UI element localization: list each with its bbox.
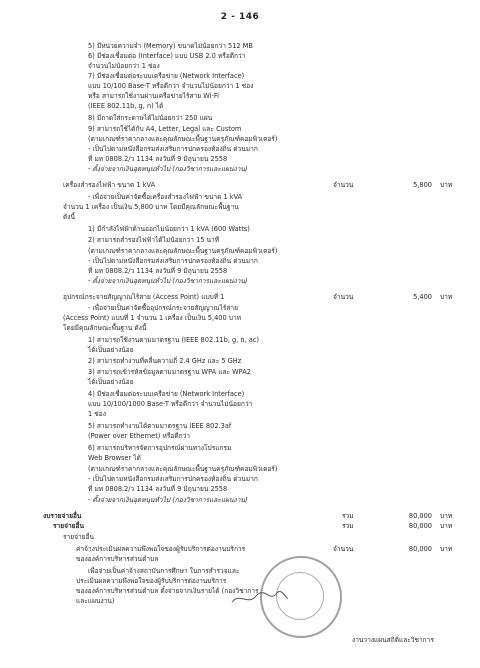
detail-line: ดังนี้: [63, 213, 76, 221]
detail-line: 1) สามารถใช้งานตามมาตรฐาน (IEEE 802.11b, g, n, ac): [88, 336, 259, 344]
detail-line: แบบ 10/100/1000 Base-T หรือดีกว่า จำนวนไม่น้อยกว่า: [88, 400, 253, 408]
detail-line: ประเมินผลความพึงพอใจของผู้รับบริการต่องานบริการ: [76, 577, 227, 585]
detail-line: (ตามเกณฑ์ราคากลางและคุณลักษณะพื้นฐานครุภัณฑ์คอมพิวเตอร์): [88, 247, 278, 255]
summary-unit: บาท: [440, 512, 453, 520]
footer-department: งานวางแผนสถิติและวิชาการ: [352, 636, 434, 644]
detail-line: - เพื่อจ่ายเป็นค่าจัดซื้อเครื่องสำรองไฟฟ้า ขนาด 1 kVA: [88, 193, 243, 201]
detail-line: Web Browser ได้: [88, 454, 141, 462]
spec-line: 8) มีถาดใส่กระดาษได้ไม่น้อยกว่า 250 แผ่น: [88, 114, 213, 122]
detail-line: - เพื่อจ่ายเป็นค่าจัดซื้ออุปกรณ์กระจายสัญญาณไร้สาย: [88, 304, 238, 312]
detail-line: 1 ช่อง: [88, 410, 106, 418]
item-unit: บาท: [440, 293, 453, 301]
detail-line: 2) สามารถสำรองไฟฟ้าได้ไม่น้อยกว่า 15 นาที: [88, 236, 220, 244]
item-title: อุปกรณ์กระจายสัญญาณไร้สาย (Access Point) แบบที่ 1: [63, 293, 225, 301]
detail-line: 6) สามารถบริหารจัดการอุปกรณ์ผ่านทางโปรแกรม: [88, 444, 232, 452]
summary-label: รายจ่ายอื่น: [53, 522, 85, 530]
spec-line: 5) มีหน่วยความจำ (Memory) ขนาดไม่น้อยกว่า 512 MB: [88, 42, 253, 50]
detail-line: ได้เป็นอย่างน้อย: [88, 346, 134, 354]
item-title: เครื่องสำรองไฟฟ้า ขนาด 1 kVA: [63, 181, 156, 189]
detail-line: - เป็นไปตามหนังสือกรมส่งเสริมการปกครองท้องถิ่น ด่วนมาก: [88, 257, 258, 265]
detail-line: - เป็นไปตามหนังสือกรมส่งเสริมการปกครองท้องถิ่น ด่วนมาก: [88, 475, 258, 483]
detail-line: เพื่อจ่ายเป็นค่าจ้างสถาบันการศึกษา ในการสำรวจและ: [88, 567, 240, 575]
detail-line: และแผนงาน): [76, 597, 115, 605]
spec-line: - เป็นไปตามหนังสือกรมส่งเสริมการปกครองท้องถิ่น ด่วนมาก: [88, 145, 258, 153]
detail-line: (Power over Ethernet) หรือดีกว่า: [88, 432, 191, 440]
detail-line: 4) มีช่องเชื่อมต่อระบบเครือข่าย (Network Interface): [88, 390, 245, 398]
item-title: ค่าจ้างประเมินผลความพึงพอใจของผู้รับบริการต่องานบริการ: [76, 545, 246, 553]
item-title: ขององค์การบริหารส่วนตำบล: [76, 555, 159, 563]
detail-line: (ตามเกณฑ์ราคากลางและคุณลักษณะพื้นฐานครุภัณฑ์คอมพิวเตอร์): [88, 465, 278, 473]
spec-line: 7) มีช่องเชื่อมต่อระบบเครือข่าย (Network Interface): [88, 72, 245, 80]
spec-line: - ตั้งจ่ายจากเงินอุดหนุนทั่วไป (กองวิชาการและแผนงาน): [88, 165, 248, 173]
item-qty: จำนวน: [333, 181, 354, 189]
signature-mark: [230, 588, 290, 608]
detail-line: 2) สามารถทำงานที่คลื่นความถี่ 2.4 GHz และ 5 GHz: [88, 357, 242, 365]
item-unit: บาท: [440, 545, 453, 553]
spec-line: ที่ มท 0808.2/ว 1134 ลงวันที่ 9 มิถุนายน 2558: [88, 155, 228, 163]
detail-line: ที่ มท 0808.2/ว 1134 ลงวันที่ 9 มิถุนายน 2558: [88, 485, 228, 493]
item-amount: 80,000: [408, 545, 432, 553]
spec-line: จำนวนไม่น้อยกว่า 1 ช่อง: [88, 62, 160, 70]
spec-line: 9) สามารถใช้ได้กับ A4, Letter, Legal และ Custom: [88, 125, 242, 133]
detail-line: ได้เป็นอย่างน้อย: [88, 378, 134, 386]
spec-line: (IEEE 802.11b, g, n) ได้: [88, 102, 164, 110]
summary-amount: 80,000: [408, 522, 432, 530]
detail-line: จำนวน 1 เครื่อง เป็นเงิน 5,800 บาท โดยมีคุณลักษณะพื้นฐาน: [63, 203, 239, 211]
page-number: 2 - 146: [220, 12, 260, 22]
spec-line: (ตามเกณฑ์ราคากลางและคุณลักษณะพื้นฐานครุภัณฑ์คอมพิวเตอร์): [88, 135, 278, 143]
item-qty: จำนวน: [333, 293, 354, 301]
spec-line: หรือ สามารถใช้งานผ่านเครือข่ายไร้สาย Wi-Fi: [88, 92, 219, 100]
detail-line: ขององค์การบริหารส่วนตำบล ตั้งจ่ายจากเงินรายได้ (กองวิชาการ: [76, 587, 259, 595]
summary-label: รายจ่ายอื่น: [63, 533, 95, 541]
item-amount: 5,400: [413, 293, 432, 301]
detail-line: - ตั้งจ่ายจากเงินอุดหนุนทั่วไป (กองวิชาการและแผนงาน): [88, 277, 248, 285]
detail-line: โดยมีคุณลักษณะพื้นฐาน ดังนี้: [63, 324, 147, 332]
summary-kind: รวม: [342, 512, 354, 520]
summary-kind: รวม: [342, 522, 354, 530]
spec-line: แบบ 10/100 Base-T หรือดีกว่า จำนวนไม่น้อยกว่า 1 ช่อง: [88, 82, 254, 90]
detail-line: - ตั้งจ่ายจากเงินอุดหนุนทั่วไป (กองวิชาการและแผนงาน): [88, 496, 248, 504]
item-amount: 5,800: [413, 181, 432, 189]
summary-amount: 80,000: [408, 512, 432, 520]
detail-line: (Access Point) แบบที่ 1 จำนวน 1 เครื่อง เป็นเงิน 5,400 บาท: [63, 314, 242, 322]
summary-label: งบรายจ่ายอื่น: [43, 512, 82, 520]
detail-line: 3) สามารถเข้ารหัสข้อมูลตามมาตรฐาน WPA และ WPA2: [88, 368, 251, 376]
item-qty: จำนวน: [333, 545, 354, 553]
spec-line: 6) มีช่องเชื่อมต่อ (Interface) แบบ USB 2.0 หรือดีกว่า: [88, 52, 246, 60]
detail-line: 1) มีกำลังไฟฟ้าด้านออกไม่น้อยกว่า 1 kVA (600 Watts): [88, 225, 250, 233]
item-unit: บาท: [440, 181, 453, 189]
detail-line: 5) สามารถทำงานได้ตามมาตรฐาน IEEE 802.3af: [88, 422, 232, 430]
detail-line: ที่ มท 0808.2/ว 1134 ลงวันที่ 9 มิถุนายน 2558: [88, 267, 228, 275]
summary-unit: บาท: [440, 522, 453, 530]
